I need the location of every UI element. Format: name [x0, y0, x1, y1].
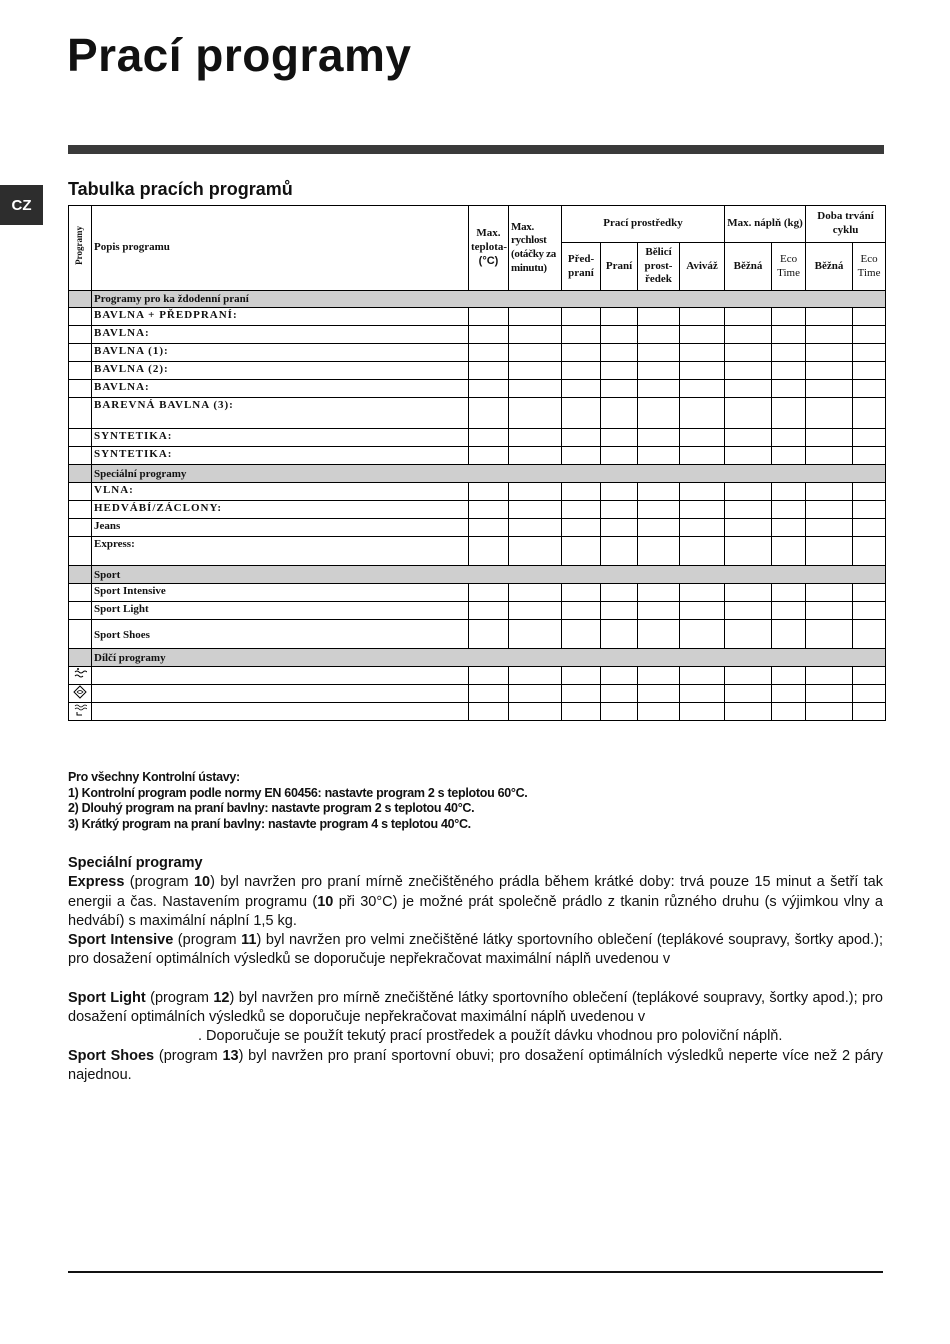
table-row: HEDVÁBÍ/ZÁCLONY: — [69, 501, 886, 519]
header-bezna-doba: Běžná — [806, 243, 853, 291]
notes-heading: Pro všechny Kontrolní ústavy: — [68, 770, 240, 784]
header-max-rychlost: Max. rychlost (otáčky za minutu) — [509, 206, 562, 291]
blank-line — [68, 970, 883, 989]
spin-icon — [69, 685, 92, 703]
test-institutes-notes — [68, 770, 527, 832]
table-row: Sport Intensive — [69, 584, 886, 602]
header-belici: Bělicí prost-ředek — [638, 243, 680, 291]
header-popis: Popis programu — [92, 206, 469, 291]
table-row: Sport Shoes — [69, 620, 886, 649]
sport-light-continuation: . Doporučuje se použít tekutý prací prostředek a použít dávku vhodnou pro poloviční náplň. — [198, 1028, 783, 1045]
sport-shoes-paragraph: Sport Shoes (program 13) byl navržen pro praní sportovní obuvi; pro dosažení optimálních výsledků neperte více než 2 páry najednou. — [68, 1047, 883, 1083]
express-paragraph: Express (program 10) byl navržen pro praní mírně znečištěného prádla během krátké doby: trvá pouze 15 minut a šetří tak energii a čas. Nastavením programu (10 při 30°C) je možné prát společně prádlo z tkanin různého druhu (s výjimkou vlny a hedvábí) s maximální náplní 1,5 kg. — [68, 874, 883, 929]
header-max-teplota: Max. teplota- (°C) — [469, 206, 509, 291]
section-daily: Programy pro ka ždodenní praní — [69, 291, 886, 308]
header-eco-doba: Eco Time — [853, 243, 886, 291]
table-row: VLNA: — [69, 483, 886, 501]
table-row: BAVLNA (1): — [69, 344, 886, 362]
notes-line: 1) Kontrolní program podle normy EN 60456: nastavte program 2 s teplotou 60°C. — [68, 785, 528, 800]
header-max-napln: Max. náplň (kg) — [725, 206, 806, 243]
special-programs-section — [68, 854, 883, 1085]
section-sport: Sport — [69, 566, 886, 584]
sport-intensive-paragraph: Sport Intensive (program 11) byl navržen pro velmi znečištěné látky sportovního oblečení (teplákové soupravy, šortky apod.); pro dosažení optimálních výsledků se doporučuje nepřekračovat maximální náplň uvedenou v — [68, 932, 883, 968]
page-title: Prací programy — [67, 29, 412, 81]
drain-icon — [69, 703, 92, 721]
table-row: BAVLNA + PŘEDPRANÍ: — [69, 308, 886, 326]
footer-divider — [68, 1271, 883, 1273]
notes-line: 3) Krátký program na praní bavlny: nastavte program 4 s teplotou 40°C. — [68, 816, 471, 831]
table-row: BAVLNA: — [69, 326, 886, 344]
table-title: Tabulka pracích programů — [68, 179, 293, 199]
header-praci-prostredky: Prací prostředky — [562, 206, 725, 243]
table-row: BAVLNA: — [69, 380, 886, 398]
program-table — [68, 205, 886, 721]
header-predprani: Před-praní — [562, 243, 601, 291]
table-row: Sport Light — [69, 602, 886, 620]
header-eco-napln: Eco Time — [772, 243, 806, 291]
section-special: Speciální programy — [69, 465, 886, 483]
language-tab: CZ — [0, 185, 43, 225]
header-bezna-napln: Běžná — [725, 243, 772, 291]
header-doba-trvani: Doba trvání cyklu — [806, 206, 886, 243]
notes-line: 2) Dlouhý program na praní bavlny: nastavte program 2 s teplotou 40°C. — [68, 801, 475, 815]
title-divider — [68, 145, 884, 154]
special-heading: Speciální programy — [68, 855, 203, 871]
header-row — [69, 206, 886, 243]
rinse-icon — [69, 667, 92, 685]
table-row — [69, 667, 886, 685]
table-row — [69, 685, 886, 703]
section-partial: Dílčí programy — [69, 649, 886, 667]
header-programy: Programy — [69, 206, 92, 291]
header-prani: Praní — [601, 243, 638, 291]
table-row: BAREVNÁ BAVLNA (3): — [69, 398, 886, 429]
table-row: BAVLNA (2): — [69, 362, 886, 380]
table-row: SYNTETIKA: — [69, 429, 886, 447]
table-row: Jeans — [69, 519, 886, 537]
header-avivaz: Aviváž — [680, 243, 725, 291]
table-row — [69, 703, 886, 721]
table-row: SYNTETIKA: — [69, 447, 886, 465]
table-row: Express: — [69, 537, 886, 566]
sport-light-paragraph: Sport Light (program 12) byl navržen pro mírně znečištěné látky sportovního oblečení (teplákové soupravy, šortky apod.); pro dosažení optimálních výsledků se doporučuje nepřekračovat maximální náplň uvedenou v — [68, 989, 883, 1026]
